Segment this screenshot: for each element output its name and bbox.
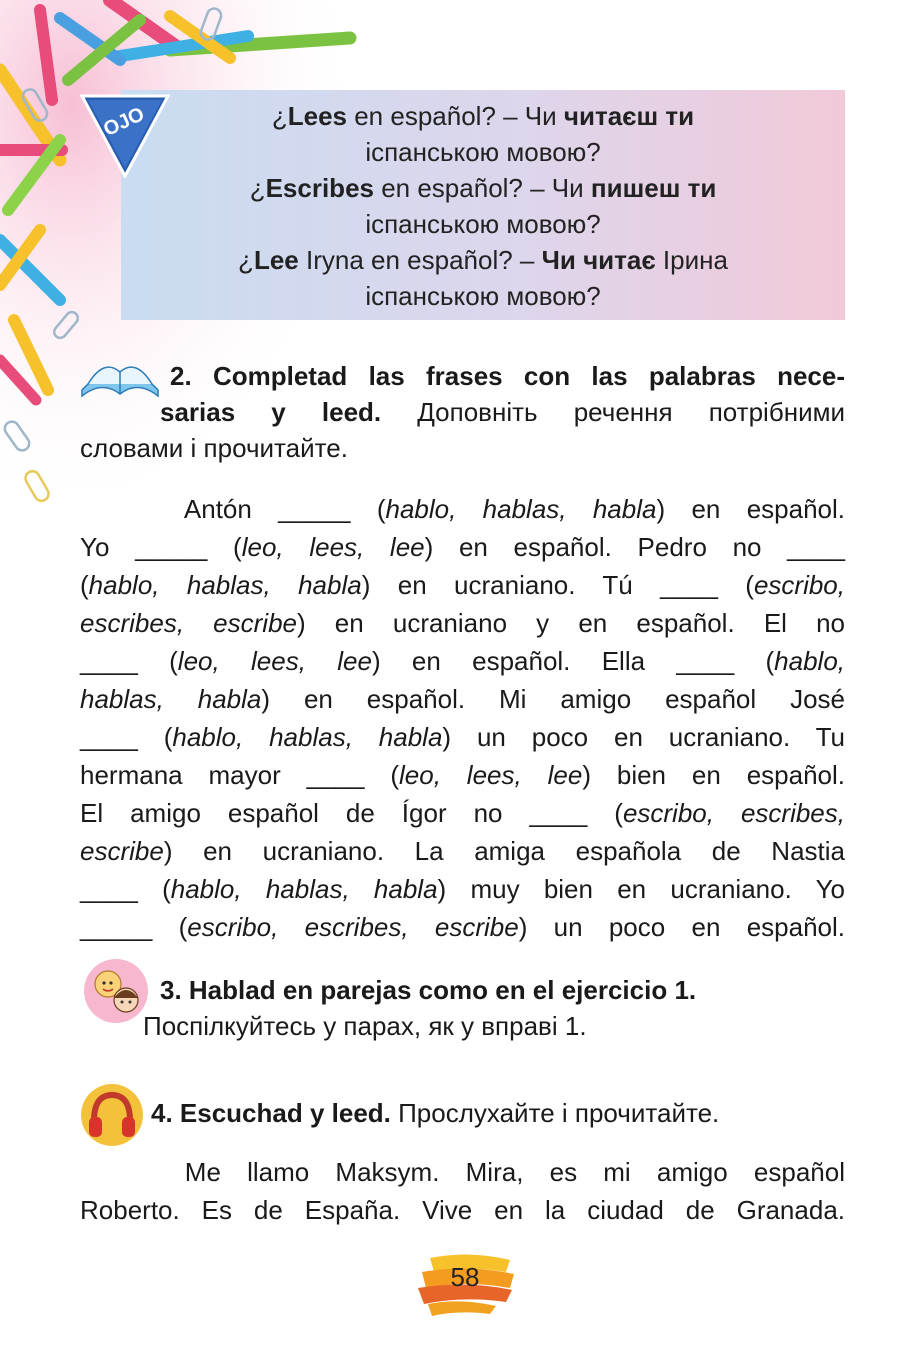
svg-text:OJO: OJO xyxy=(100,103,148,141)
ex2-line-7: ____ (hablo, hablas, habla) un poco en ucraniano. Tu xyxy=(80,722,845,752)
ojo-line-2: іспанською мовою? xyxy=(365,137,601,167)
ojo-line-3: ¿Escribes en español? – Чи пишеш ти xyxy=(249,173,717,203)
exercise-2-title: 2. Completad las frases con las palabras nece- xyxy=(170,361,845,391)
book-icon xyxy=(78,350,162,402)
ojo-badge-icon xyxy=(80,88,170,178)
page-number xyxy=(410,1250,520,1320)
ojo-line-1: ¿Lees en español? – Чи читаєш ти xyxy=(271,101,695,131)
ojo-note-box xyxy=(121,90,845,320)
ex2-line-10: escribe) en ucraniano. La amiga española de Nastia xyxy=(80,836,845,866)
ojo-note-text xyxy=(121,98,845,314)
exercise-2-instruction-cont: словами і прочитайте. xyxy=(80,433,348,463)
headphones-icon xyxy=(80,1083,144,1147)
ex2-line-6: hablas, habla) en español. Mi amigo español José xyxy=(80,684,845,714)
ojo-line-4: іспанською мовою? xyxy=(365,209,601,239)
ex2-line-9: El amigo español de Ígor no ____ (escribo, escribes, xyxy=(80,798,845,828)
ojo-line-6: іспанською мовою? xyxy=(365,281,601,311)
exercise-3-instruction: Поспілкуйтесь у парах, як у вправі 1. xyxy=(143,1011,587,1041)
ex2-line-1: Antón _____ (hablo, hablas, habla) en español. xyxy=(80,494,846,524)
ex2-line-5: ____ (leo, lees, lee) en español. Ella ____ (hablo, xyxy=(80,646,845,676)
pair-talk-icon xyxy=(80,958,152,1024)
exercise-2-text xyxy=(80,490,845,946)
ex2-line-8: hermana mayor ____ (leo, lees, lee) bien en español. xyxy=(80,760,845,790)
ex4-line-1: Me llamo Maksym. Mira, es mi amigo español xyxy=(80,1157,845,1187)
exercise-4-text xyxy=(80,1153,845,1229)
ex2-line-11: ____ (hablo, hablas, habla) muy bien en ucraniano. Yo xyxy=(80,874,845,904)
ex2-line-4: escribes, escribe) en ucraniano y en español. El no xyxy=(80,608,845,638)
page-number-text: 58 xyxy=(450,1262,480,1292)
exercise-4-title: 4. Escuchad y leed. Прослухайте і прочитайте. xyxy=(151,1098,720,1128)
ex2-line-12: _____ (escribo, escribes, escribe) un poco en español. xyxy=(80,912,845,942)
ex4-line-2: Roberto. Es de España. Vive en la ciudad de Granada. xyxy=(80,1195,845,1225)
exercise-3-title: 3. Hablad en parejas como en el ejercicio 1. xyxy=(160,975,697,1005)
ex2-line-2: Yo _____ (leo, lees, lee) en español. Pedro no ____ xyxy=(80,532,846,562)
ex2-line-3: (hablo, hablas, habla) en ucraniano. Tú ____ (escribo, xyxy=(80,570,845,600)
ojo-line-5: ¿Lee Iryna en español? – Чи читає Ірина xyxy=(238,245,728,275)
exercise-2-title-cont: sarias y leed. Доповніть речення потрібними xyxy=(160,397,845,427)
